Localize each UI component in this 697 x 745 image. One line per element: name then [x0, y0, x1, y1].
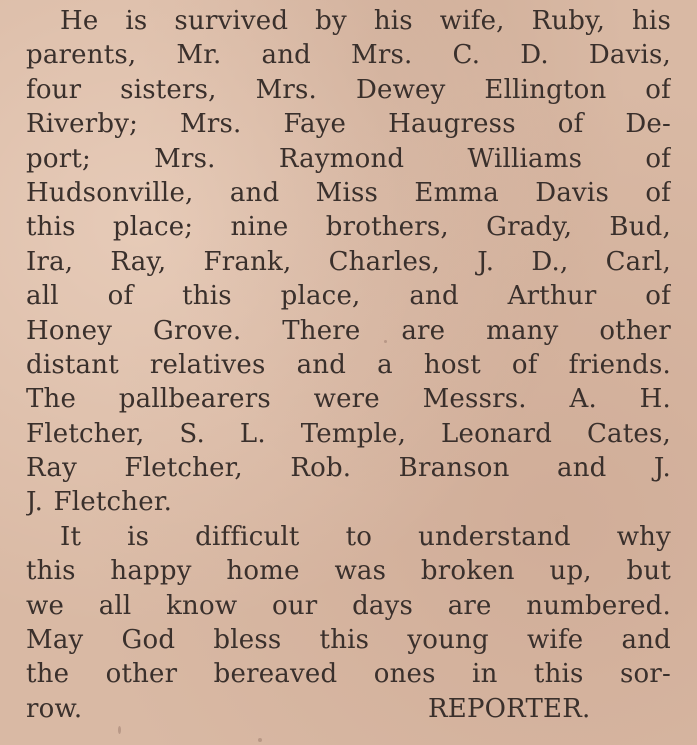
text-line: J. Fletcher.: [26, 487, 173, 518]
obituary-article: [26, 4, 671, 726]
text-line: the other bereaved ones in this sor-: [26, 659, 671, 690]
paragraph-survivors: [26, 4, 671, 520]
closing-line: [26, 692, 671, 726]
paper-speck: [384, 340, 387, 343]
text-line: Hudsonville, and Miss Emma Davis of: [26, 177, 671, 208]
text-line: this place; nine brothers, Grady, Bud,: [26, 212, 671, 243]
text-line: we all know our days are numbered.: [26, 590, 671, 621]
text-line: this happy home was broken up, but: [26, 556, 671, 587]
text-line: Ray Fletcher, Rob. Branson and J.: [26, 453, 671, 484]
text-line: May God bless this young wife and: [26, 625, 671, 656]
text-line: four sisters, Mrs. Dewey Ellington of: [26, 74, 671, 105]
text-line: He is survived by his wife, Ruby, his: [60, 6, 671, 36]
paragraph-condolence: [26, 520, 671, 726]
paper-speck: [258, 738, 262, 742]
text-line: port; Mrs. Raymond Williams of: [26, 143, 671, 174]
text-line: Ira, Ray, Frank, Charles, J. D., Carl,: [26, 246, 671, 277]
text-line: Riverby; Mrs. Faye Haugress of De-: [26, 109, 671, 140]
text-line: It is difficult to understand why: [60, 521, 671, 552]
text-line: The pallbearers were Messrs. A. H.: [26, 384, 671, 415]
final-word: row.: [26, 693, 83, 724]
text-line: all of this place, and Arthur of: [26, 281, 671, 312]
reporter-signoff: REPORTER.: [428, 693, 591, 724]
text-line: distant relatives and a host of friends.: [26, 349, 671, 380]
paper-speck: [118, 726, 121, 734]
text-line: parents, Mr. and Mrs. C. D. Davis,: [26, 40, 671, 71]
text-line: Honey Grove. There are many other: [26, 315, 671, 346]
text-line: Fletcher, S. L. Temple, Leonard Cates,: [26, 418, 671, 449]
